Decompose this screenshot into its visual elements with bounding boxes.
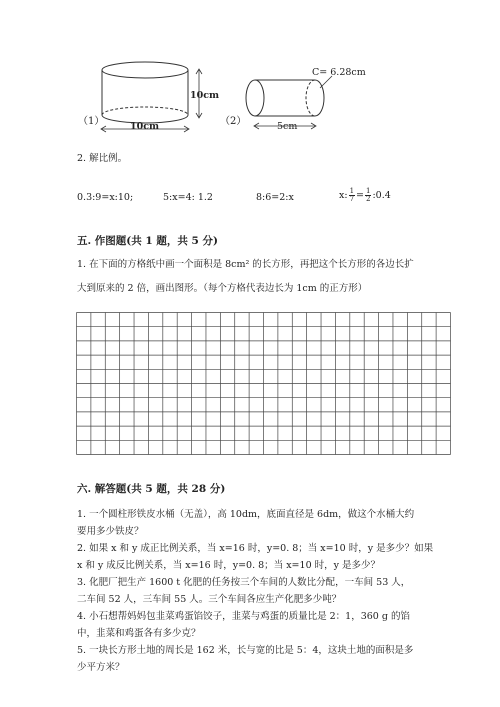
proportion-eq-2: 5:x=4: 1.2 <box>163 192 213 203</box>
proportion-prompt: 2. 解比例。 <box>77 153 128 164</box>
answer-line-10: 少平方米？ <box>77 662 125 673</box>
circumference-label: C= 6.28cm <box>312 67 366 78</box>
section-5-question-line-2: 大到原来的 2 倍，画出图形。（每个方格代表边长为 1cm 的正方形） <box>77 283 368 294</box>
section-5-heading: 五. 作图题(共 1 题，共 5 分) <box>77 235 218 247</box>
cylinder-width-label: 10cm <box>130 121 160 132</box>
answer-line-5: 3. 化肥厂把生产 1600 t 化肥的任务按三个车间的人数比分配，一车间 53 人， <box>77 577 411 588</box>
cylinder-height-label: 10cm <box>190 90 220 101</box>
proportion-eq-4: x: $\frac{1}{7}$ = $\frac{1}{2}$ :0.4 <box>339 187 391 203</box>
answer-line-4: x 和 y 成反比例关系，当 x=16 时，y=0. 8；当 x=10 时，y 是多少？ <box>77 560 381 571</box>
answer-line-8: 中，韭菜和鸡蛋各有多少克？ <box>77 628 201 639</box>
answer-line-9: 5. 一块长方形土地的周长是 162 米，长与宽的比是 5：4，这块土地的面积是多 <box>77 645 414 656</box>
section-5-question-line-1: 1. 在下面的方格纸中画一个面积是 8cm² 的长方形，再把这个长方形的各边长扩 <box>77 259 414 270</box>
section-6-heading: 六. 解答题(共 5 题，共 28 分) <box>77 483 226 495</box>
lying-cylinder-length-label: 5cm <box>277 121 298 132</box>
answer-line-3: 2. 如果 x 和 y 成正比例关系，当 x=16 时，y=0. 8；当 x=10 时，y 是多少？如果 <box>77 543 434 554</box>
grid-paper <box>76 312 451 455</box>
answer-line-2: 要用多少铁皮？ <box>77 526 144 537</box>
fraction-one-half: $\frac{1}{2}$ <box>366 187 371 203</box>
proportion-eq-1: 0.3:9=x:10; <box>77 192 134 203</box>
proportion-eq-3: 8:6=2:x <box>256 192 294 203</box>
figure-2-index: （2） <box>220 116 247 127</box>
fraction-one-seventh: $\frac{1}{7}$ <box>349 187 355 203</box>
answer-line-7: 4. 小石想帮妈妈包韭菜鸡蛋馅饺子，韭菜与鸡蛋的质量比是 2：1，360 g 的馅 <box>77 611 410 622</box>
answer-line-6: 二车间 52 人，三车间 55 人。三个车间各应生产化肥多少吨？ <box>77 594 342 605</box>
figure-1-index: （1） <box>78 116 105 127</box>
answer-line-1: 1. 一个圆柱形铁皮水桶（无盖），高 10dm，底面直径是 6dm，做这个水桶大约 <box>77 509 415 520</box>
